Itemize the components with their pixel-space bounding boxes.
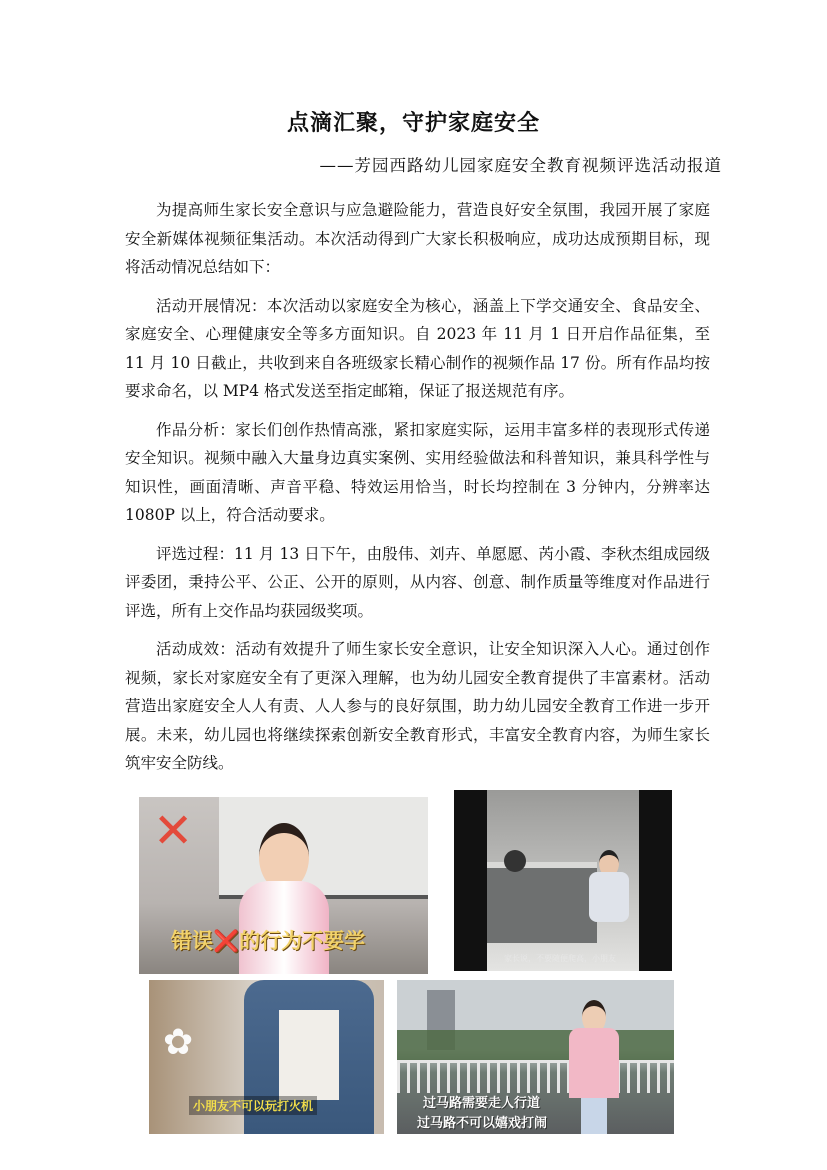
railing (397, 1060, 674, 1093)
paragraph-intro: 为提高师生家长安全意识与应急避险能力，营造良好安全氛围，我园开展了家庭安全新媒体视频征集活动。本次活动得到广大家长积极响应，成功达成预期目标，现将活动情况总结如下： (125, 201, 710, 276)
child-figure (589, 850, 629, 950)
paragraph-judging: 评选过程：11 月 13 日下午，由殷伟、刘卉、单愿愿、芮小霞、李秋杰组成园级评委团，秉持公平、公正、公开的原则，从内容、创意、制作质量等维度对作品进行评选，所有上交作品均获园级奖项。 (125, 544, 710, 620)
photo4-caption-line1: 过马路需要走人行道 (423, 1096, 541, 1111)
photo2-caption: 家长说，不要随便爬高，小朋友 (504, 954, 616, 963)
paragraph-analysis: 作品分析：家长们创作热情高涨，紧扣家庭实际，运用丰富多样的表现形式传递安全知识。视频中融入大量身边真实案例、实用经验做法和科普知识，兼具科学性与知识性，画面清晰、声音平稳、特效运用恰当，时长均控制在 3 分钟内，分辨率达 1080P 以上，符合活动要求。 (125, 420, 710, 524)
article-body (125, 196, 710, 788)
photo1-caption: 错误❌的行为不要学 (171, 929, 366, 953)
photo-kitchen (454, 790, 672, 971)
photo-wrong-behavior (139, 797, 428, 974)
photo3-caption: 小朋友不可以玩打火机 (189, 1096, 317, 1115)
kettle-icon (504, 850, 526, 872)
paragraph-activity: 活动开展情况：本次活动以家庭安全为核心，涵盖上下学交通安全、食品安全、家庭安全、心理健康安全等多方面知识。自 2023 年 11 月 1 日开启作品征集，至 11 月 10 日截止，共收到来自各班级家长精心制作的视频作品 17 份。所有作品均按要求命名，以 MP4 格式发送至指定邮箱，保证了报送规范有序。 (125, 296, 710, 400)
kitchen-counter (487, 862, 597, 943)
red-x-icon: ✕ (153, 803, 194, 859)
page-title: 点滴汇聚，守护家庭安全 (286, 110, 540, 136)
paragraph-results: 活动成效：活动有效提升了师生家长安全意识，让安全知识深入人心。通过创作视频，家长对家庭安全有了更深入理解，也为幼儿园安全教育提供了丰富素材。活动营造出家庭安全人人有责、人人参与的良好氛围，助力幼儿园安全教育工作进一步开展。未来，幼儿园也将继续探索创新安全教育形式，丰富安全教育内容，为师生家长筑牢安全防线。 (125, 640, 710, 772)
trees (397, 1030, 674, 1060)
photo-street-safety (397, 980, 674, 1134)
child-figure (569, 1000, 619, 1134)
photo-lighter (149, 980, 384, 1134)
photo4-caption-line2: 过马路不可以嬉戏打闹 (417, 1116, 548, 1131)
flower-icon: ✿ (163, 1022, 194, 1063)
page-subtitle: ——芳园西路幼儿园家庭安全教育视频评选活动报道 (319, 156, 722, 175)
